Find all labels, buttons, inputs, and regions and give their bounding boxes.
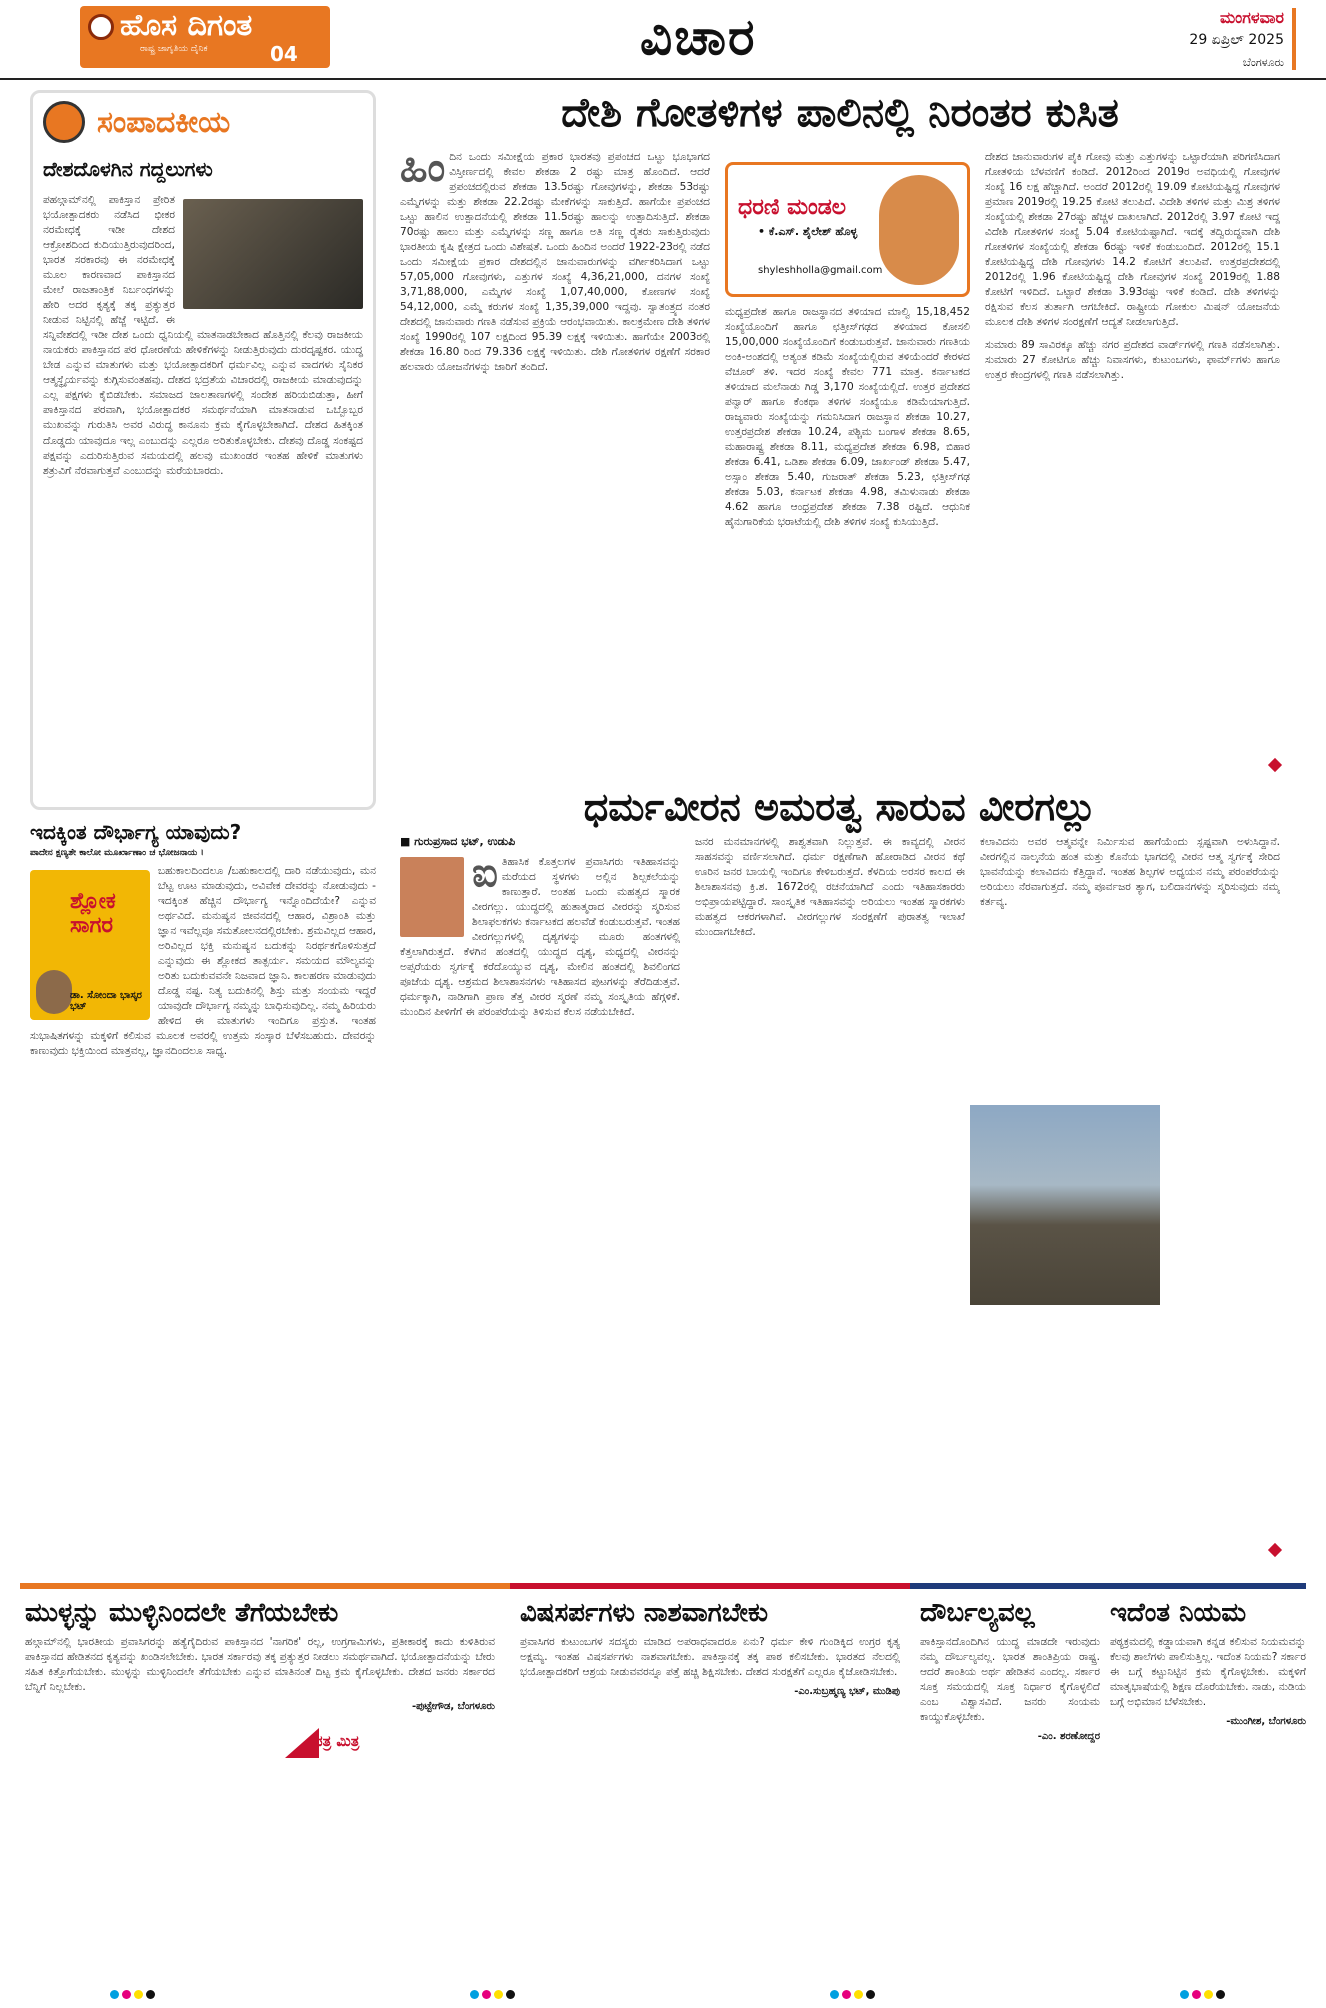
shloka-title[interactable]: ಇದಕ್ಕಿಂತ ದೌರ್ಭಾಗ್ಯ ಯಾವುದು? [30,820,242,844]
letter-body: ಹಲ್ಗಾಮ್‌ನಲ್ಲಿ ಭಾರತೀಯ ಪ್ರವಾಸಿಗರನ್ನು ಹತ್ಯೆಗೈದಿರುವ ಪಾಕಿಸ್ತಾನದ 'ನಾಗರಿಕ' ರಲ್ಲ, ಉಗ್ರಗಾಮಿಗಳು, ಪ್ರತೀಕಾರಕ್ಕೆ ಕಾದು ಕುಳಿತಿರುವ ಪಾಕಿಸ್ತಾನದ ಹೇಡಿತನದ ಕೃತ್ಯವನ್ನು ಖಂಡಿಸಲೇಬೇಕು. ಭಾರತ ಸರ್ಕಾರವು ತಕ್ಕ ಪ್ರತ್ಯುತ್ತರ ನೀಡಲು ಸಮರ್ಥವಾಗಿದೆ. ಭಯೋತ್ಪಾದನೆಯನ್ನು ಬೇರು ಸಹಿತ ಕಿತ್ತೊಗೆಯಬೇಕು. ಮುಳ್ಳನ್ನು ಮುಳ್ಳಿನಿಂದಲೇ ತೆಗೆಯಬೇಕು ಎನ್ನುವ ಮಾತಿನಂತೆ ದಿಟ್ಟ ಕ್ರಮ ಕೈಗೊಳ್ಳಬೇಕು. ದೇಶದ ಜನರು ಸರ್ಕಾರದ ಬೆನ್ನಿಗೆ ನಿಲ್ಲಬೇಕು. [25,1636,495,1694]
section-divider [20,1583,1306,1589]
article1-dropcap: ಹಿಂ [400,150,446,191]
end-mark-icon [1268,758,1282,772]
article2 [400,835,1280,1555]
editorial-title[interactable]: ದೇಶದೊಳಗಿನ ಗದ್ದಲುಗಳು [43,157,213,181]
letter-4 [1110,1598,1306,1978]
letter-signature: -ಮುಂಗೀಶ, ಬೆಂಗಳೂರು [1226,1716,1306,1728]
day-label: ಮಂಗಳವಾರ [1219,8,1284,27]
author-byline: • ಕೆ.ಎಸ್. ಶೈಲೇಶ್ ಹೊಳ್ಳ [758,225,858,238]
article1 [400,150,1280,770]
article1-col2 [725,305,970,755]
print-registration-marks [0,1990,1326,2002]
letter-title[interactable]: ಮುಳ್ಳನ್ನು ಮುಳ್ಳಿನಿಂದಲೇ ತೆಗೆಯಬೇಕು [25,1598,339,1628]
letter-title[interactable]: ದೌರ್ಬಲ್ಯವಲ್ಲ [920,1598,1035,1628]
article2-col2-text: ಜನರ ಮನಮಾನಗಳಲ್ಲಿ ಶಾಶ್ವತವಾಗಿ ನಿಲ್ಲುತ್ತವೆ. ಈ ಕಾವ್ಯದಲ್ಲಿ ವೀರನ ಸಾಹಸವನ್ನು ವರ್ಣಿಸಲಾಗಿದೆ. ಧರ್ಮ ರಕ್ಷಣೆಗಾಗಿ ಹೋರಾಡಿದ ವೀರನ ಕಥೆ ಊರಿನ ಜನರ ಬಾಯಲ್ಲಿ ಇಂದಿಗೂ ಕೇಳಿಬರುತ್ತದೆ. ಕೆಳದಿಯ ಅರಸರ ಕಾಲದ ಈ ಶಿಲಾಶಾಸನವು ಕ್ರಿ.ಶ. 1672ರಲ್ಲಿ ರಚನೆಯಾಗಿದೆ ಎಂದು ಇತಿಹಾಸಕಾರರು ಅಭಿಪ್ರಾಯಪಟ್ಟಿದ್ದಾರೆ. ಸಾಂಸ್ಕೃತಿಕ ಇತಿಹಾಸವನ್ನು ಅರಿಯಲು ಇಂತಹ ಸ್ಮಾರಕಗಳು ಮಹತ್ವದ ಆಕರಗಳಾಗಿವೆ. ವೀರಗಲ್ಲುಗಳ ಸಂರಕ್ಷಣೆಗೆ ಪುರಾತತ್ವ ಇಲಾಖೆ ಮುಂದಾಗಬೇಕಿದೆ. [695,836,965,939]
article1-headline[interactable]: ದೇಶಿ ಗೋತಳಿಗಳ ಪಾಲಿನಲ್ಲಿ ನಿರಂತರ ಕುಸಿತ [561,90,1119,136]
end-mark-icon [1268,1543,1282,1557]
letter-body: ಪ್ರವಾಸಿಗರ ಕುಟುಂಬಗಳ ಸದಸ್ಯರು ಮಾಡಿದ ಅಪರಾಧವಾದರೂ ಏನು? ಧರ್ಮ ಕೇಳಿ ಗುಂಡಿಕ್ಕಿದ ಉಗ್ರರ ಕೃತ್ಯ ಅಕ್ಷಮ್ಯ. ಇಂತಹ ವಿಷಸರ್ಪಗಳು ನಾಶವಾಗಬೇಕು. ಪಾಕಿಸ್ತಾನಕ್ಕೆ ತಕ್ಕ ಪಾಠ ಕಲಿಸಬೇಕು. ಭಾರತದ ನೆಲದಲ್ಲಿ ಭಯೋತ್ಪಾದಕರಿಗೆ ಆಶ್ರಯ ನೀಡುವವರನ್ನೂ ಪತ್ತೆ ಹಚ್ಚಿ ಶಿಕ್ಷಿಸಬೇಕು. ದೇಶದ ಸುರಕ್ಷತೆಗೆ ಎಲ್ಲರೂ ಕೈಜೋಡಿಸಬೇಕು. [520,1636,900,1679]
patra-mitra-label: ಪತ್ರ ಮಿತ್ರ [313,1732,360,1750]
editorial-header [43,101,363,143]
editorial-body: ಪಹಲ್ಗಾಮ್‌ನಲ್ಲಿ ಪಾಕಿಸ್ತಾನ ಪ್ರೇರಿತ ಭಯೋತ್ಪಾದಕರು ನಡೆಸಿದ ಭೀಕರ ನರಮೇಧಕ್ಕೆ ಇಡೀ ದೇಶದ ಆಕ್ರೋಶದಿಂದ ಕುದಿಯುತ್ತಿರುವುದರಿಂದ, ಭಾರತ ಸರಕಾರವು ಈ ನರಮೇಧಕ್ಕೆ ಮೂಲ ಕಾರಣವಾದ ಪಾಕಿಸ್ತಾನದ ಮೇಲೆ ರಾಜತಾಂತ್ರಿಕ ನಿರ್ಬಂಧಗಳನ್ನು ಹೇರಿ ಅದರ ಕೃತ್ಯಕ್ಕೆ ತಕ್ಕ ಪ್ರತ್ಯುತ್ತರ ನೀಡುವ ನಿಟ್ಟಿನಲ್ಲಿ ಹೆಜ್ಜೆ ಇಟ್ಟಿದೆ. ಈ ಸನ್ನಿವೇಶದಲ್ಲಿ ಇಡೀ ದೇಶ ಒಂದು ಧ್ವನಿಯಲ್ಲಿ ಮಾತನಾಡಬೇಕಾದ ಹೊತ್ತಿನಲ್ಲಿ ಕೆಲವು ರಾಜಕೀಯ ನಾಯಕರು ಪಾಕಿಸ್ತಾನದ ಪರ ಧೋರಣೆಯ ಹೇಳಿಕೆಗಳನ್ನು ನೀಡುತ್ತಿರುವುದು ದುರದೃಷ್ಟಕರ. ಯುದ್ಧ ಬೇಡ ಎನ್ನುವ ಮಾತುಗಳು ಮತ್ತು ಭಯೋತ್ಪಾದಕರಿಗೆ ಧರ್ಮವಿಲ್ಲ ಎನ್ನುವ ವಾದಗಳು ಸೈನಿಕರ ಆತ್ಮಸ್ಥೈರ್ಯವನ್ನು ಕುಗ್ಗಿಸುವಂತಹವು. ದೇಶದ ಭದ್ರತೆಯ ವಿಚಾರದಲ್ಲಿ ರಾಜಕೀಯ ಮಾಡುವುದನ್ನು ಎಲ್ಲ ಪಕ್ಷಗಳು ಕೈಬಿಡಬೇಕು. ಸಮಾಜದ ಜಾಲತಾಣಗಳಲ್ಲಿ ಸಂದೇಶ ಹರಿಯಬಿಡುತ್ತಾ, ಹೀಗೆ ಪಾಕಿಸ್ತಾನದ ಪರವಾಗಿ, ಭಯೋತ್ಪಾದಕರ ಸಮರ್ಥನೆಯಾಗಿ ಮಾತನಾಡುವ ಒಬ್ಬೊಬ್ಬರ ಮುಖವನ್ನು ಗುರುತಿಸಿ ಅವರ ವಿರುದ್ಧ ಕಾನೂನು ಕ್ರಮ ಕೈಗೊಳ್ಳಬೇಕಾಗಿದೆ. ದೇಶದ ಹಿತಕ್ಕಿಂತ ದೊಡ್ಡದು ಯಾವುದೂ ಇಲ್ಲ ಎಂಬುದನ್ನು ಎಲ್ಲರೂ ಅರಿತುಕೊಳ್ಳಬೇಕು. ದೇಶವು ದೊಡ್ಡ ಸಂಕಷ್ಟದ ಪಕ್ಷವನ್ನು ಎದುರಿಸುತ್ತಿರುವ ಸಮಯದಲ್ಲಿ ಹಲವು ಮುಖಂಡರ ಇಂತಹ ಹೇಳಿಕೆ ಮಾತುಗಳು ಶತ್ರುವಿಗೆ ನೆರವಾಗುತ್ತವೆ ಎಂಬುದನ್ನು ಮರೆಯಬಾರದು. [43,194,363,477]
editorial-photo [183,199,363,309]
city-label: ಬೆಂಗಳೂರು [1242,56,1284,69]
editorial-label: ಸಂಪಾದಕೀಯ [97,104,231,140]
article2-col1-text: ತಿಹಾಸಿಕ ಕೊತ್ತಲಗಳ ಪ್ರವಾಸಿಗರು ಇತಿಹಾಸವನ್ನು ಮರೆಯದ ಸ್ಥಳಗಳು ಅಲ್ಲಿನ ಶಿಲ್ಪಕಲೆಯನ್ನು ಕಾಣುತ್ತಾರೆ. ಅಂತಹ ಒಂದು ಮಹತ್ವದ ಸ್ಮಾರಕ ವೀರಗಲ್ಲು. ಯುದ್ಧದಲ್ಲಿ ಹುತಾತ್ಮರಾದ ವೀರರನ್ನು ಸ್ಮರಿಸುವ ಶಿಲಾಫಲಕಗಳು ಕರ್ನಾಟಕದ ಹಲವೆಡೆ ಕಂಡುಬರುತ್ತವೆ. ಇಂತಹ ವೀರಗಲ್ಲುಗಳಲ್ಲಿ ದೃಶ್ಯಗಳನ್ನು ಮೂರು ಹಂತಗಳಲ್ಲಿ ಕೆತ್ತಲಾಗಿರುತ್ತದೆ. ಕೆಳಗಿನ ಹಂತದಲ್ಲಿ ಯುದ್ಧದ ದೃಶ್ಯ, ಮಧ್ಯದಲ್ಲಿ ವೀರನನ್ನು ಅಪ್ಸರೆಯರು ಸ್ವರ್ಗಕ್ಕೆ ಕರೆದೊಯ್ಯುವ ದೃಶ್ಯ, ಮೇಲಿನ ಹಂತದಲ್ಲಿ ಶಿವಲಿಂಗದ ಪೂಜೆಯ ದೃಶ್ಯ. ಆಶ್ರಮದ ಶಿಲಾಶಾಸನಗಳು ಇತಿಹಾಸದ ಪುಟಗಳನ್ನು ತೆರೆದಿಡುತ್ತವೆ. ಧರ್ಮಕ್ಕಾಗಿ, ನಾಡಿಗಾಗಿ ಪ್ರಾಣ ತೆತ್ತ ವೀರರ ಸ್ಮರಣೆ ನಮ್ಮ ಸಂಸ್ಕೃತಿಯ ಹೆಗ್ಗಳಿಕೆ. ಮುಂದಿನ ಪೀಳಿಗೆಗೆ ಈ ಪರಂಪರೆಯನ್ನು ತಿಳಿಸುವ ಕೆಲಸ ನಡೆಯಬೇಕಿದೆ. [400,856,680,1019]
section-title: ವಿಚಾರ [640,8,757,66]
shloka-verse: ಪಾದೇನ ಕ್ಷಣ್ಯತೇ ಕಾಲೋ ಮೂರ್ಖಾಣಾಂ ಚ ಭೋಜನಾಯ । [30,848,204,858]
article1-col4-text: ಸುಮಾರು 89 ಸಾವಿರಕ್ಕೂ ಹೆಚ್ಚು ನಗರ ಪ್ರದೇಶದ ವಾರ್ಡ್‌ಗಳಲ್ಲಿ ಗಣತಿ ನಡೆಸಲಾಗಿತ್ತು. ಸುಮಾರು 27 ಕೋಟಿಗೂ ಹೆಚ್ಚು ನಿವಾಸಗಳು, ಕುಟುಂಬಗಳು, ಫಾರ್ಮ್‌ಗಳು ಹಾಗೂ ಉತ್ತರ ಕೇಂದ್ರಗಳಲ್ಲಿ ಗಣತಿ ನಡೆಸಲಾಗಿತ್ತು. [985,339,1280,382]
article2-headline[interactable]: ಧರ್ಮವೀರನ ಅಮರತ್ವ ಸಾರುವ ವೀರಗಲ್ಲು [583,785,1097,829]
article1-col1 [400,150,710,750]
page-header [0,0,1326,80]
shloka-badge [30,870,150,1020]
column-name: ಧರಣಿ ಮಂಡಲ [738,195,847,220]
masthead-title: ಹೊಸ ದಿಗಂತ [120,8,253,43]
masthead[interactable] [80,6,330,68]
article1-col1-text: ದಿನ ಒಂದು ಸಮೀಕ್ಷೆಯ ಪ್ರಕಾರ ಭಾರತವು ಪ್ರಪಂಚದ ಒಟ್ಟು ಭೂಭಾಗದ ವಿಸ್ತೀರ್ಣದಲ್ಲಿ ಕೇವಲ ಶೇಕಡಾ 2 ರಷ್ಟು ಮಾತ್ರ ಹೊಂದಿದೆ. ಆದರೆ ಪ್ರಪಂಚದಲ್ಲಿರುವ ಶೇಕಡಾ 13.5ರಷ್ಟು ಗೋವುಗಳನ್ನು, ಶೇಕಡಾ 53ರಷ್ಟು ಎಮ್ಮೆಗಳನ್ನು ಮತ್ತು ಶೇಕಡಾ 22.2ರಷ್ಟು ಮೇಕೆಗಳನ್ನು ಸಾಕುತ್ತಿದೆ. ಹಾಗೆಯೇ ಪ್ರಪಂಚದ ಒಟ್ಟು ಹಾಲಿನ ಉತ್ಪಾದನೆಯಲ್ಲಿ ಶೇಕಡಾ 11.5ರಷ್ಟು ಹಾಲನ್ನು ಉತ್ಪಾದಿಸುತ್ತಿದೆ. ಶೇಕಡಾ 70ರಷ್ಟು ಹಾಲು ಮತ್ತು ಎಮ್ಮೆಗಳನ್ನು ಸಣ್ಣ ಹಾಗೂ ಅತಿ ಸಣ್ಣ ರೈತರು ಸಾಕುತ್ತಿರುವುದು ಭಾರತೀಯ ಕೃಷಿ ಕ್ಷೇತ್ರದ ಒಂದು ವಿಶೇಷತೆ. ಒಂದು ಹಿಂದಿನ ಅಂದರೆ 1922-23ರಲ್ಲಿ ನಡೆದ ಒಂದು ಸಮೀಕ್ಷೆಯ ಪ್ರಕಾರ ದೇಶದಲ್ಲಿನ ಜಾನುವಾರುಗಳನ್ನು ವರ್ಗೀಕರಿಸಿದಾಗ ಒಟ್ಟು 57,05,000 ಗೋವುಗಳು, ಎತ್ತುಗಳ ಸಂಖ್ಯೆ 4,36,21,000, ದನಗಳ ಸಂಖ್ಯೆ 3,71,88,000, ಎಮ್ಮೆಗಳ ಸಂಖ್ಯೆ 1,07,40,000, ಕೋಣಗಳ ಸಂಖ್ಯೆ 54,12,000, ಎಮ್ಮೆ ಕರುಗಳ ಸಂಖ್ಯೆ 1,35,39,000 ಇದ್ದವು. ಸ್ವಾತಂತ್ರ್ಯದ ನಂತರ ದೇಶದಲ್ಲಿ ಜಾನುವಾರು ಗಣತಿ ನಡೆಸುವ ಪ್ರಕ್ರಿಯೆ ಆರಂಭವಾಯಿತು. ಕಾಲಕ್ರಮೇಣ ದೇಶಿ ತಳಿಗಳ ಸಂಖ್ಯೆ 1990ರಲ್ಲಿ 107 ಲಕ್ಷದಿಂದ 95.39 ಲಕ್ಷಕ್ಕೆ ಇಳಿಯಿತು. ಹಾಗೆಯೇ 2003ರಲ್ಲಿ ಶೇಕಡಾ 16.80 ರಿಂದ 79.336 ಲಕ್ಷಕ್ಕೆ ಇಳಿಯಿತು. ದೇಶಿ ಗೋತಳಿಗಳ ರಕ್ಷಣೆಗೆ ಸರಕಾರ ಹಲವಾರು ಯೋಜನೆಗಳನ್ನು ಜಾರಿಗೆ ತಂದಿದೆ. [400,151,710,374]
shloka-body: ಬಹುಕಾಲದಿಂದಲೂ /ಬಹುಕಾಲದಲ್ಲಿ ದಾರಿ ನಡೆಯುವುದು, ಮನ ಬೆಟ್ಟ ಊಟ ಮಾಡುವುದು, ಅವಿವೇಕ ದೇವರನ್ನು ನೋಡುವುದು - ಇದಕ್ಕಿಂತ ಹೆಚ್ಚಿನ ದೌರ್ಭಾಗ್ಯ ಇನ್ನೊಂದಿದೆಯೇ? ಎನ್ನುವ ಅರ್ಥವಿದೆ. ಮನುಷ್ಯನ ಜೀವನದಲ್ಲಿ ಆಹಾರ, ವಿಶ್ರಾಂತಿ ಮತ್ತು ಜ್ಞಾನ ಇವೆಲ್ಲವೂ ಸಮತೋಲನದಲ್ಲಿರಬೇಕು. ಶ್ರಮವಿಲ್ಲದ ಆಹಾರ, ಅರಿವಿಲ್ಲದ ಭಕ್ತಿ ಮನುಷ್ಯನ ಬದುಕನ್ನು ನಿರರ್ಥಕಗೊಳಿಸುತ್ತದೆ ಎನ್ನುವುದು ಈ ಶ್ಲೋಕದ ತಾತ್ಪರ್ಯ. ಸಮಯದ ಮೌಲ್ಯವನ್ನು ಅರಿತು ಬದುಕುವವನೇ ನಿಜವಾದ ಜ್ಞಾನಿ. ಕಾಲಹರಣ ಮಾಡುವುದು ದೊಡ್ಡ ನಷ್ಟ. ನಿತ್ಯ ಬದುಕಿನಲ್ಲಿ ಶಿಸ್ತು ಮತ್ತು ಸಂಯಮ ಇದ್ದರೆ ಯಾವುದೇ ದೌರ್ಭಾಗ್ಯ ನಮ್ಮನ್ನು ಬಾಧಿಸುವುದಿಲ್ಲ. ನಮ್ಮ ಹಿರಿಯರು ಹೇಳಿದ ಈ ಮಾತುಗಳು ಇಂದಿಗೂ ಪ್ರಸ್ತುತ. ಇಂತಹ ಸುಭಾಷಿತಗಳನ್ನು ಮಕ್ಕಳಿಗೆ ಕಲಿಸುವ ಮೂಲಕ ಅವರಲ್ಲಿ ಉತ್ತಮ ಸಂಸ್ಕಾರ ಬೆಳೆಸಬಹುದು. ದೇವರನ್ನು ಕಾಣುವುದು ಭಕ್ತಿಯಿಂದ ಮಾತ್ರವಲ್ಲ, ಜ್ಞಾನದಿಂದಲೂ ಸಾಧ್ಯ. [30,865,376,1058]
date-label: 29 ಏಪ್ರಿಲ್ 2025 [1189,32,1284,48]
letter-title[interactable]: ವಿಷಸರ್ಪಗಳು ನಾಶವಾಗಬೇಕು [520,1598,768,1628]
shloka-column [30,820,376,1600]
article2-byline: ■ ಗುರುಪ್ರಸಾದ ಭಟ್, ಉಡುಪಿ [400,835,516,848]
editorial-box [30,90,376,810]
masthead-tagline: ರಾಷ್ಟ್ರ ಜಾಗೃತಿಯ ದೈನಿಕ [140,44,208,54]
page-number: 04 [270,42,298,66]
letter-1 [25,1598,495,1978]
letter-3 [920,1598,1100,1978]
editorial-logo-icon [43,101,85,143]
author-email[interactable]: shyleshholla@gmail.com [758,265,883,276]
avatar [400,857,464,937]
article2-dropcap: ಐ [472,850,498,896]
patra-mitra-badge [285,1728,365,1786]
letter-signature: -ಪುಟ್ಟೇಗೌಡ, ಬೆಂಗಳೂರು [412,1701,495,1713]
letter-body: ಪಾಕಿಸ್ತಾನದೊಂದಿಗಿನ ಯುದ್ಧ ಮಾಡದೇ ಇರುವುದು ನಮ್ಮ ದೌರ್ಬಲ್ಯವಲ್ಲ. ಭಾರತ ಶಾಂತಿಪ್ರಿಯ ರಾಷ್ಟ್ರ. ಆದರೆ ಶಾಂತಿಯ ಅರ್ಥ ಹೇಡಿತನ ಎಂದಲ್ಲ. ಸರ್ಕಾರ ಸೂಕ್ತ ಸಮಯದಲ್ಲಿ ಸೂಕ್ತ ನಿರ್ಧಾರ ಕೈಗೊಳ್ಳಲಿದೆ ಎಂಬ ವಿಶ್ವಾಸವಿದೆ. ಜನರು ಸಂಯಮ ಕಾಯ್ದುಕೊಳ್ಳಬೇಕು. [920,1636,1100,1724]
article1-col2-text: ಮಧ್ಯಪ್ರದೇಶ ಹಾಗೂ ರಾಜಸ್ಥಾನದ ತಳಿಯಾದ ಮಾಲ್ವಿ 15,18,452 ಸಂಖ್ಯೆಯೊಂದಿಗೆ ಹಾಗೂ ಛತ್ತೀಸ್‌ಗಢದ ತಳಿಯಾದ ಕೋಸಲಿ 15,00,000 ಸಂಖ್ಯೆಯೊಂದಿಗೆ ಕಂಡುಬರುತ್ತವೆ. ಜಾನುವಾರು ಗಣತಿಯ ಅಂಕಿ-ಅಂಶದಲ್ಲಿ ಅತ್ಯಂತ ಕಡಿಮೆ ಸಂಖ್ಯೆಯಲ್ಲಿರುವ ತಳಿಯೆಂದರೆ ಕೇರಳದ ವೆಚೂರ್ ತಳಿ. ಇದರ ಸಂಖ್ಯೆ ಕೇವಲ 771 ಮಾತ್ರ. ಕರ್ನಾಟಕದ ತಳಿಯಾದ ಮಲೆನಾಡು ಗಿಡ್ಡ 3,170 ಸಂಖ್ಯೆಯಲ್ಲಿದೆ. ಉತ್ತರ ಪ್ರದೇಶದ ಪನ್ವಾರ್ ಹಾಗೂ ಕೆಂಕಥಾ ತಳಿಗಳ ಸಂಖ್ಯೆಯೂ ಕಡಿಮೆಯಾಗುತ್ತಿದೆ. ರಾಜ್ಯವಾರು ಸಂಖ್ಯೆಯನ್ನು ಗಮನಿಸಿದಾಗ ರಾಜಸ್ಥಾನ ಶೇಕಡಾ 10.27, ಉತ್ತರಪ್ರದೇಶ ಶೇಕಡಾ 10.24, ಪಶ್ಚಿಮ ಬಂಗಾಳ ಶೇಕಡಾ 8.65, ಮಹಾರಾಷ್ಟ್ರ ಶೇಕಡಾ 8.11, ಮಧ್ಯಪ್ರದೇಶ ಶೇಕಡಾ 6.98, ಬಿಹಾರ ಶೇಕಡಾ 6.41, ಒಡಿಶಾ ಶೇಕಡಾ 6.09, ಜಾರ್ಖಂಡ್ ಶೇಕಡಾ 5.47, ಅಸ್ಸಾಂ ಶೇಕಡಾ 5.40, ಗುಜರಾತ್ ಶೇಕಡಾ 5.23, ಛತ್ತೀಸ್‌ಗಢ ಶೇಕಡಾ 5.03, ಕರ್ನಾಟಕ ಶೇಕಡಾ 4.98, ತಮಿಳುನಾಡು ಶೇಕಡಾ 4.62 ಹಾಗೂ ಆಂಧ್ರಪ್ರದೇಶ ಶೇಕಡಾ 7.38 ರಷ್ಟಿದೆ. ಆಧುನಿಕ ಹೈನುಗಾರಿಕೆಯ ಭರಾಟೆಯಲ್ಲಿ ದೇಶಿ ತಳಿಗಳ ಸಂಖ್ಯೆ ಕುಸಿಯುತ್ತಿದೆ. [725,306,970,529]
article2-col3 [980,835,1280,1095]
temple-photo [970,1105,1160,1305]
dateline [1189,8,1296,70]
masthead-logo-icon [88,14,114,40]
letter-title[interactable]: ಇದೆಂತ ನಿಯಮ [1110,1598,1247,1628]
author-card [725,162,970,297]
letter-body: ಪಠ್ಯಕ್ರಮದಲ್ಲಿ ಕಡ್ಡಾಯವಾಗಿ ಕನ್ನಡ ಕಲಿಸುವ ನಿಯಮವನ್ನು ಕೆಲವು ಶಾಲೆಗಳು ಪಾಲಿಸುತ್ತಿಲ್ಲ. ಇದೆಂತ ನಿಯಮ? ಸರ್ಕಾರ ಈ ಬಗ್ಗೆ ಕಟ್ಟುನಿಟ್ಟಿನ ಕ್ರಮ ಕೈಗೊಳ್ಳಬೇಕು. ಮಕ್ಕಳಿಗೆ ಮಾತೃಭಾಷೆಯಲ್ಲಿ ಶಿಕ್ಷಣ ದೊರೆಯಬೇಕು. ನಾಡು, ನುಡಿಯ ಬಗ್ಗೆ ಅಭಿಮಾನ ಬೆಳೆಸಬೇಕು. [1110,1636,1306,1709]
article2-col3-text: ಕಲಾವಿದನು ಅವರ ಆತ್ಮವನ್ನೇ ನಿರ್ಮಿಸುವ ಹಾಗೆಯೆಂದು ಸ್ಪಷ್ಟವಾಗಿ ಅಳುಸಿದ್ದಾನೆ. ವೀರಗಲ್ಲಿನ ನಾಲ್ಕನೆಯ ಹಂತ ಮತ್ತು ಕೊನೆಯ ಭಾಗದಲ್ಲಿ ವೀರನ ಆತ್ಮ ಸ್ವರ್ಗಕ್ಕೆ ಸೇರಿದ ಭಾವನೆಯನ್ನು ಕಲಾವಿದನು ಕೆತ್ತಿದ್ದಾನೆ. ಇಂತಹ ಶಿಲ್ಪಗಳ ಅಧ್ಯಯನ ನಮ್ಮ ಪರಂಪರೆಯನ್ನು ಅರಿಯಲು ನೆರವಾಗುತ್ತದೆ. ನಮ್ಮ ಪೂರ್ವಜರ ತ್ಯಾಗ, ಬಲಿದಾನಗಳನ್ನು ಸ್ಮರಿಸುವುದು ನಮ್ಮ ಕರ್ತವ್ಯ. [980,836,1280,909]
shloka-author: ಡಾ. ಸೋಂದಾ ಭಾಸ್ಕರ ಭಟ್ [70,990,142,1012]
letter-signature: -ಎಂ.ಸುಬ್ರಹ್ಮಣ್ಯ ಭಟ್, ಮುಡಿಪು [794,1686,900,1698]
letter-signature: -ಎಂ. ಶರಣೋದ್ದರ [1037,1731,1100,1743]
avatar [879,175,959,285]
shloka-badge-label: ಶ್ಲೋಕ ಸಾಗರ [70,889,116,939]
article2-col2 [695,835,965,1535]
article1-col3 [985,150,1280,710]
avatar [36,970,72,1014]
letter-2 [520,1598,900,1978]
article2-col1 [400,835,680,1535]
article1-col3-text: ದೇಶದ ಜಾನುವಾರುಗಳ ಪೈಕಿ ಗೋವು ಮತ್ತು ಎತ್ತುಗಳನ್ನು ಒಟ್ಟಾರೆಯಾಗಿ ಪರಿಗಣಿಸಿದಾಗ ಗೋತಳಿಯ ಬೆಳವಣಿಗೆ ಕಂಡಿದೆ. 2012ರಿಂದ 2019ರ ಅವಧಿಯಲ್ಲಿ ಗೋವುಗಳ ಸಂಖ್ಯೆ 16 ಲಕ್ಷ ಹೆಚ್ಚಾಗಿದೆ. ಅಂದರೆ 2012ರಲ್ಲಿ 19.09 ಕೋಟಿಯಷ್ಟಿದ್ದ ಗೋವುಗಳ ಪ್ರಮಾಣ 2019ರಲ್ಲಿ 19.25 ಕೋಟಿ ತಲುಪಿದೆ. ವಿದೇಶಿ ತಳಿಗಳ ಮತ್ತು ಮಿಶ್ರ ತಳಿಗಳ ಸಂಖ್ಯೆಯಲ್ಲಿ ಶೇಕಡಾ 27ರಷ್ಟು ಹೆಚ್ಚಳ ದಾಖಲಾಗಿದೆ. 2012ರಲ್ಲಿ 3.97 ಕೋಟಿ ಇದ್ದ ವಿದೇಶಿ ಗೋತಳಿಗಳ ಸಂಖ್ಯೆ 5.04 ಕೋಟಿಯಷ್ಟಾಗಿದೆ. ಇದಕ್ಕೆ ತದ್ವಿರುದ್ಧವಾಗಿ ದೇಶಿ ಗೋತಳಿಗಳ ಸಂಖ್ಯೆಯಲ್ಲಿ ಶೇಕಡಾ 6ರಷ್ಟು ಇಳಿಕೆ ಕಂಡುಬಂದಿದೆ. 2012ರಲ್ಲಿ 15.1 ಕೋಟಿಯಷ್ಟಿದ್ದ ದೇಶಿ ಗೋವುಗಳು 14.2 ಕೋಟಿಗೆ ತಲುಪಿವೆ. ಉತ್ತರಪ್ರದೇಶದಲ್ಲಿ 2012ರಲ್ಲಿ 1.96 ಕೋಟಿಯಷ್ಟಿದ್ದ ದೇಶಿ ಗೋವುಗಳ ಸಂಖ್ಯೆ 2019ರಲ್ಲಿ 1.88 ಕೋಟಿಗೆ ಇಳಿದಿದೆ. ಒಟ್ಟಾರೆ ಶೇಕಡಾ 3.93ರಷ್ಟು ಇಳಿಕೆ ಕಂಡಿದೆ. ದೇಶಿ ತಳಿಗಳನ್ನು ರಕ್ಷಿಸುವ ಕೆಲಸ ತುರ್ತಾಗಿ ಆಗಬೇಕಿದೆ. ರಾಷ್ಟ್ರೀಯ ಗೋಕುಲ ಮಿಷನ್ ಯೋಜನೆಯ ಮೂಲಕ ದೇಶಿ ತಳಿಗಳ ಸಂರಕ್ಷಣೆಗೆ ಆದ್ಯತೆ ನೀಡಲಾಗುತ್ತಿದೆ. [985,151,1280,329]
